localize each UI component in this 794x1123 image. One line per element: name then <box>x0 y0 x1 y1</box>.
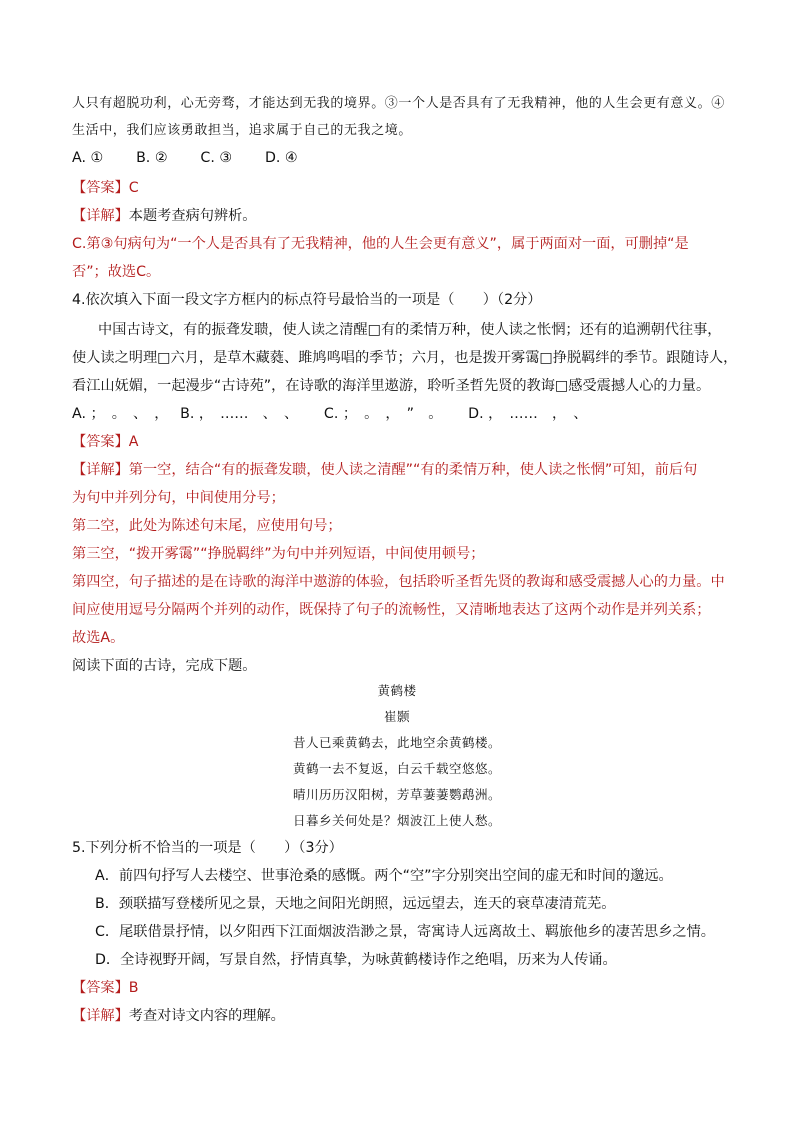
detail-text: 本题考查病句辨析。 <box>128 208 257 224</box>
q5-option-a: A．前四句抒写人去楼空、世事沧桑的感慨。两个“空”字分别突出空间的虚无和时间的邈远。 <box>95 868 673 884</box>
q4-detail-line7: 故选A。 <box>72 630 125 646</box>
q4-detail-line3: 第二空，此处为陈述句末尾，应使用句号； <box>72 518 342 534</box>
q3-explain-line1: C.第③句病句为“一个人是否具有了无我精神，他的人生会更有意义”，属于两面对一面，可删掉“是 <box>72 236 689 252</box>
poem-author: 崔颢 <box>383 709 410 724</box>
q4-detail-line2: 为句中并列分句，中间使用分号； <box>72 490 285 506</box>
q4-para-line1: 中国古诗文，有的振聋发聩，使人读之清醒□有的柔情万种，使人读之怅惘；还有的追溯朝代往事， <box>98 322 722 338</box>
q4-options: A. ； 。 、 ， B. ， …… 、 、 C. ； 。 ， ” 。 D. ， …… ， 、 <box>72 406 588 422</box>
poem-line-2: 黄鹤一去不复返，白云千载空悠悠。 <box>292 761 501 776</box>
q5-answer <box>72 978 139 998</box>
answer-value: C <box>128 180 139 196</box>
q3-detail <box>72 206 256 226</box>
detail-tag: 【详解】 <box>72 208 129 224</box>
q5-option-d: D．全诗视野开阔，写景自然，抒情真挚，为咏黄鹤楼诗作之绝唱，历来为人传诵。 <box>95 952 617 968</box>
detail-text: 第一空，结合“有的振聋发聩，使人读之清醒”“有的柔情万种，使人读之怅惘”可知，前后句 <box>128 462 698 478</box>
q4-para-line2: 使人读之明理□六月，是草木藏蕤、雎鸠鸣唱的季节；六月，也是拨开雾霭□挣脱羁绊的季节。跟随诗人， <box>72 350 738 366</box>
answer-tag: 【答案】 <box>72 180 129 196</box>
answer-tag: 【答案】 <box>72 434 129 450</box>
q4-answer <box>72 432 138 452</box>
q3-options: A. ① B. ② C. ③ D. ④ <box>72 150 298 166</box>
q5-option-b: B．颈联描写登楼所见之景，天地之间阳光朗照，远远望去，连天的衰草凄清荒芜。 <box>95 896 616 912</box>
q5-detail <box>72 1006 285 1026</box>
detail-text: 考查对诗文内容的理解。 <box>128 1008 285 1024</box>
q3-answer <box>72 178 139 198</box>
poem-line-3: 晴川历历汉阳树，芳草萋萋鹦鹉洲。 <box>292 787 501 802</box>
q5-option-c: C．尾联借景抒情，以夕阳西下江面烟波浩渺之景，寄寓诗人远离故土、羁旅他乡的凄苦思乡之情。 <box>95 924 715 940</box>
poem-line-4: 日暮乡关何处是？烟波江上使人愁。 <box>292 813 501 828</box>
answer-value: B <box>128 980 139 996</box>
q4-detail-line5: 第四空，句子描述的是在诗歌的海洋中遨游的体验，包括聆听圣哲先贤的教诲和感受震撼人心的力量。中 <box>72 574 725 590</box>
q4-detail-line6: 间应使用逗号分隔两个并列的动作，既保持了句子的流畅性，又清晰地表达了这两个动作是并列关系； <box>72 602 711 618</box>
q4-detail-line1 <box>72 460 697 480</box>
q4-para-line3: 看江山妩媚，一起漫步“古诗苑”，在诗歌的海洋里遨游，聆听圣哲先贤的教诲□感受震撼人心的力量。 <box>72 378 711 394</box>
detail-tag: 【详解】 <box>72 462 129 478</box>
detail-tag: 【详解】 <box>72 1008 129 1024</box>
poem-intro: 阅读下面的古诗，完成下题。 <box>72 658 257 674</box>
poem-title: 黄鹤楼 <box>377 683 417 698</box>
q4-detail-line4: 第三空，“拨开雾霭”“挣脱羁绊”为句中并列短语，中间使用顿号； <box>72 546 485 562</box>
answer-tag: 【答案】 <box>72 980 129 996</box>
q3-explain-line2: 否”；故选C。 <box>72 264 161 280</box>
poem-line-1: 昔人已乘黄鹤去，此地空余黄鹤楼。 <box>292 735 501 750</box>
answer-value: A <box>128 434 139 450</box>
q4-stem: 4.依次填入下面一段文字方框内的标点符号最恰当的一项是（ ）（2分） <box>72 292 542 308</box>
q5-stem: 5.下列分析不恰当的一项是（ ）（3分） <box>72 840 343 856</box>
q3-text-line1: 人只有超脱功利，心无旁骛，才能达到无我的境界。③一个人是否具有了无我精神，他的人生会更有意义。④ <box>72 96 725 111</box>
q3-text-line2: 生活中，我们应该勇敢担当，追求属于自己的无我之境。 <box>72 123 413 138</box>
